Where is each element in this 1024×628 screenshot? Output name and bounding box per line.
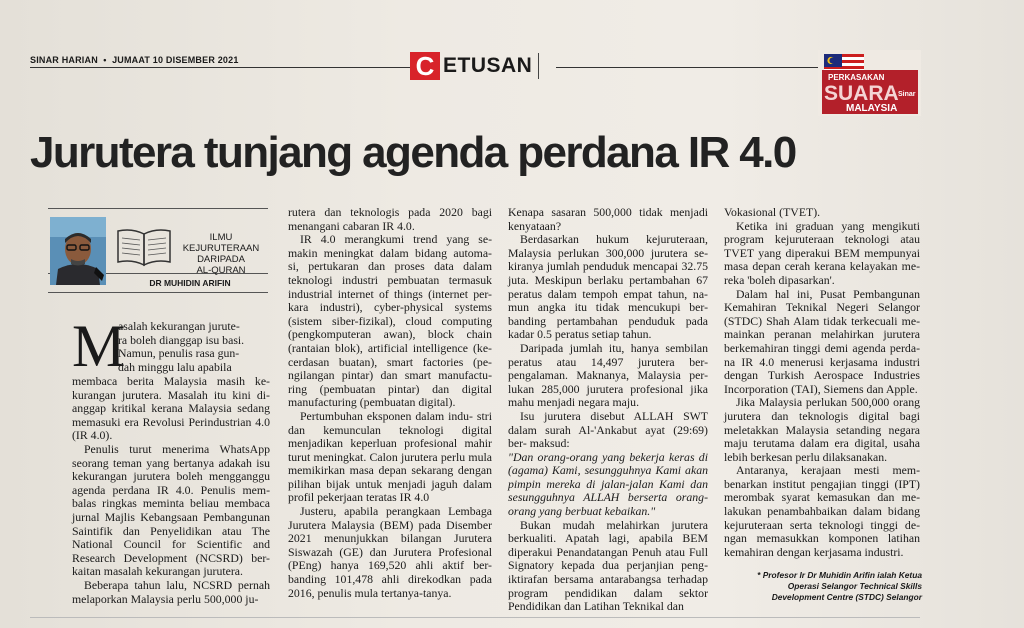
paragraph: Justeru, apabila perangkaan Lembaga Jurutera Malaysia (BEM) pada Disember 2021 menunjukkan bilangan Jurutera Siswazah (GE) dan Jurutera Profesional (PEng) hanya 169,520 ahli aktif ber- banding 101,478 ahli direkodkan pada 2016, penulis mula tertanya-tanya.	[288, 504, 492, 600]
paragraph: Jika Malaysia perlukan 500,000 orang jurutera dan teknologis digital bagi meletakkan Malaysia setanding negara maju terutama dalam era digital, usaha lebih berkesan perlu dilaksanakan.	[724, 395, 920, 464]
paragraph: Penulis turut menerima WhatsApp seorang teman yang bertanya adakah isu kekurangan jurutera boleh mengganggu agenda perdana IR 4.0. Penulis mem- balas ringkas meminta beliau membaca jurnal Majlis Kebangsaan Pembangunan Saintifik dan Penyelidikan atau The National Council for Scientific and Research Development (NCSRD) ber- kaitan masalah kekurangan jurutera.	[72, 441, 270, 579]
paragraph: Dalam hal ini, Pusat Pembangunan Kemahiran Teknikal Negeri Selangor (STDC) Shah Alam tidak terkecuali me- mainkan peranan melahirkan jurutera berkemahiran tinggi demi agenda perda- na IR 4.0 menerusi kerjasama industri dengan Turkish Aerospace Industries Incorporation (TAI), Siemens dan Apple.	[724, 286, 920, 396]
column-1-lead: asalah kekurangan jurute- ra boleh dianggap isu basi. Namun, penulis rasa gun- dah minggu lalu apabila	[118, 319, 245, 374]
masthead-rule-left	[30, 67, 410, 68]
badge-brand: Sinar	[898, 91, 916, 98]
article-column-4	[724, 206, 920, 559]
badge-line1: PERKASAKAN	[828, 73, 885, 82]
author-footnote: * Profesor Ir Dr Muhidin Arifin ialah Ketua Operasi Selangor Technical Skills Development Centre (STDC) Selangor	[757, 570, 922, 602]
perkasakan-suara-malaysia-badge	[818, 50, 921, 116]
column-title: ILMU KEJURUTERAAN DARIPADA AL-QURAN	[182, 232, 260, 276]
paragraph: Isu jurutera disebut ALLAH SWT dalam surah Al-'Ankabut ayat (29:69) ber- maksud:	[508, 408, 708, 451]
quran-quote: "Dan orang-orang yang bekerja keras di (agama) Kami, sesungguhnya Kami akan pimpin mereka di jalan-jalan Kami dan sesungguhnya ALLAH berserta orang-orang yang berbuat kebaikan."	[508, 449, 708, 519]
paragraph: membaca berita Malaysia masih ke- kurangan jurutera. Masalah itu kini di- anggap kritikal kerana Malaysia sedang memasuki era Revolusi Perindustrian 4.0 (IR 4.0).	[72, 374, 270, 443]
author-byline: DR MUHIDIN ARIFIN	[149, 278, 231, 288]
open-book-icon	[114, 224, 174, 268]
drop-cap: M	[72, 313, 126, 379]
paragraph: Daripada jumlah itu, hanya sembilan peratus atau 14,497 jurutera ber- pengalaman. Maknanya, Malaysia per- lukan 285,000 jurutera profesional jika mahu menjadi negara maju.	[508, 340, 708, 410]
author-photo	[50, 217, 106, 285]
bottom-rule	[30, 617, 920, 618]
section-logo-text: ETUSAN	[443, 54, 533, 77]
badge-line3: MALAYSIA	[846, 103, 898, 114]
paragraph: Bukan mudah melahirkan jurutera berkualiti. Apatah lagi, apabila BEM diperakui Penandatangan Penuh atau Full Signatory kepada dua perjanjian peng- iktirafan bersama antarabangsa terhadap program pendidikan dalam sektor Pendidikan dan Latihan Teknikal dan	[508, 517, 708, 614]
masthead-rule-right	[556, 67, 818, 68]
article-column-3	[508, 206, 708, 614]
masthead-dateline: SINAR HARIAN • JUMAAT 10 DISEMBER 2021	[30, 55, 239, 65]
paragraph: Kenapa sasaran 500,000 tidak menjadi kenyataan?	[508, 205, 708, 233]
issue-date: JUMAAT 10 DISEMBER 2021	[112, 55, 239, 65]
article-column-2	[288, 206, 492, 600]
publication-name: SINAR HARIAN	[30, 55, 98, 65]
badge-line2: SUARA	[824, 82, 899, 105]
paragraph: Berdasarkan hukum kejuruteraan, Malaysia perlukan 300,000 jurutera se- kiranya jumlah penduduk mencapai 32.75 juta. Meskipun berlaku pertambahan 67 peratus dalam tempoh empat tahun, na- mun angka itu tidak mencukupi ber- banding pertambahan penduduk pada kadar 0.5 peratus setiap tahun.	[508, 232, 708, 342]
paragraph: Vokasional (TVET).	[724, 205, 821, 219]
article-column-1	[72, 375, 270, 606]
paragraph: Pertumbuhan eksponen dalam indu- stri dan kemunculan teknologi digital menjadikan keperluan profesional mahir turut meningkat. Calon jurutera perlu mula memikirkan masa depan sekarang dengan pilihan bijak untuk menjadi jaguh dalam profil pekerjaan teratas IR 4.0	[288, 408, 492, 505]
paragraph: IR 4.0 merangkumi trend yang se- makin meningkat dalam bidang automa- si, pertukaran dan proses data dalam teknologi industri pembuatan termasuk industrial internet of things (internet per- kara industri), cyber-physical systems (sistem siber-fizikal), cloud computing (pengkomputeran awan), block chain (rantaian blok), artificial intelligence (ke- cerdasan buatan), smart factories (pe- ngilangan pintar) dan smart manufactu- ring (pembuatan pintar) dan digital manufacturing (pembuatan digital).	[288, 232, 492, 410]
paragraph: Ketika ini graduan yang mengikuti program kejuruteraan teknologi atau TVET yang diperakui BEM mempunyai masa depan cerah kerana kelayakan me- reka 'boleh dipasarkan'.	[724, 218, 920, 287]
paragraph: Beberapa tahun lalu, NCSRD pernah melaporkan Malaysia perlu 500,000 ju-	[72, 577, 270, 606]
article-headline: Jurutera tunjang agenda perdana IR 4.0	[30, 128, 796, 177]
column-box-bottom-rule	[48, 292, 268, 293]
column-box-top-rule	[48, 208, 268, 209]
section-logo-initial: C	[410, 52, 440, 80]
section-logo	[410, 52, 539, 80]
paragraph: Antaranya, kerajaan mesti mem- benarkan institut pengajian tinggi (IPT) merombak syarat kemasukan dan me- lakukan penambahbaikan dalam bidang kejuruteraan serta teknologi tinggi de- ngan memasukkan komponen latihan kemahiran dengan kerjasama industri.	[724, 463, 920, 559]
paragraph: rutera dan teknologis pada 2020 bagi menangani cabaran IR 4.0.	[288, 205, 492, 233]
